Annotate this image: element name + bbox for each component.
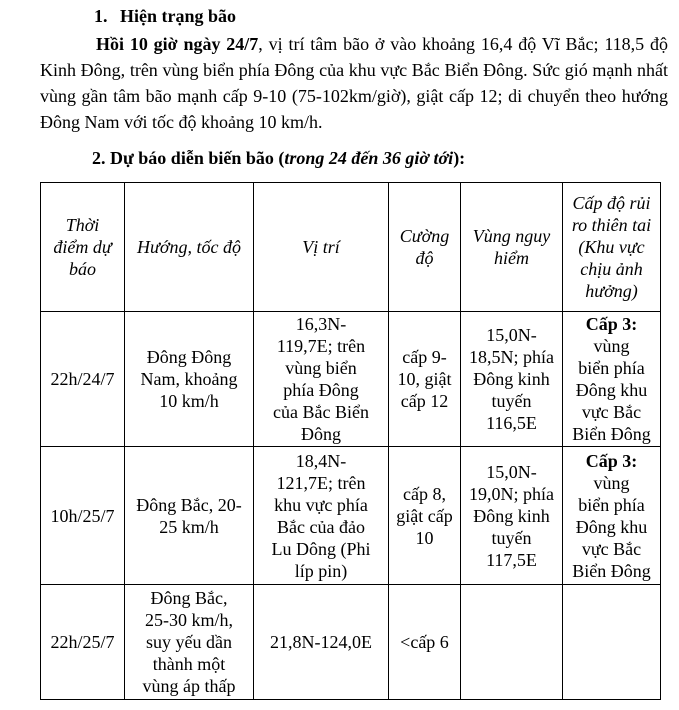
cell-risk-level (563, 312, 661, 447)
cell-time: 22h/25/7 (41, 585, 125, 700)
section-2-title-end: ): (453, 148, 466, 168)
header-direction: Hướng, tốc độ (125, 183, 254, 312)
header-intensity: Cường độ (389, 183, 461, 312)
cell-position: 18,4N- 121,7E; trên khu vực phía Bắc của đảo Lu Dông (Phi líp pin) (254, 447, 389, 585)
table-header-row (41, 183, 661, 312)
status-text: , vị trí tâm bão ở vào khoảng 16,4 độ Vĩ Bắc; 118,5 độ Kinh Đông, trên vùng biển phía Đông của khu vực Bắc Biển Đông. Sức gió mạnh nhất vùng gần tâm bão mạnh cấp 9-10 (75-102km/giờ), giật cấp 12; di chuyển theo hướng Đông Nam với tốc độ khoảng 10 km/h. (40, 34, 669, 132)
risk-area: vùng biển phía Đông khu vực Bắc Biển Đông (572, 472, 651, 581)
section-2-title: 2. Dự báo diễn biến bão ( (92, 148, 285, 168)
risk-level-label: Cấp 3: (585, 450, 638, 471)
cell-position: 16,3N- 119,7E; trên vùng biển phía Đông của Bắc Biển Đông (254, 312, 389, 447)
cell-risk-level (563, 585, 661, 700)
section-1-number: 1. (94, 6, 108, 26)
header-time: Thời điểm dự báo (41, 183, 125, 312)
cell-danger-zone (461, 585, 563, 700)
table-row (41, 585, 661, 700)
cell-intensity: <cấp 6 (389, 585, 461, 700)
header-danger-zone: Vùng nguy hiểm (461, 183, 563, 312)
cell-time: 22h/24/7 (41, 312, 125, 447)
header-position: Vị trí (254, 183, 389, 312)
cell-intensity: cấp 8, giật cấp 10 (389, 447, 461, 585)
cell-direction: Đông Bắc, 20- 25 km/h (125, 447, 254, 585)
section-1-heading (94, 5, 236, 27)
risk-level-label: Cấp 3: (585, 314, 638, 334)
header-risk-level: Cấp độ rủi ro thiên tai (Khu vực chịu ảnh hưởng) (563, 183, 661, 312)
table-row (41, 447, 661, 585)
cell-position: 21,8N-124,0E (254, 585, 389, 700)
cell-risk-level (563, 447, 661, 585)
cell-time: 10h/25/7 (41, 447, 125, 585)
forecast-table (40, 182, 661, 700)
section-2-subtitle: trong 24 đến 36 giờ tới (284, 148, 454, 168)
report-time: Hồi 10 giờ ngày 24/7 (96, 34, 259, 54)
cell-direction: Đông Bắc, 25-30 km/h, suy yếu dần thành một vùng áp thấp (125, 585, 254, 700)
risk-area: vùng biển phía Đông khu vực Bắc Biển Đông (572, 336, 651, 444)
cell-intensity: cấp 9- 10, giật cấp 12 (389, 312, 461, 447)
cell-danger-zone: 15,0N- 19,0N; phía Đông kinh tuyến 117,5E (461, 447, 563, 585)
section-1-title: Hiện trạng bão (120, 6, 237, 26)
section-2-heading (92, 147, 465, 169)
cell-danger-zone: 15,0N- 18,5N; phía Đông kinh tuyến 116,5E (461, 312, 563, 447)
cell-direction: Đông Đông Nam, khoảng 10 km/h (125, 312, 254, 447)
table-row (41, 312, 661, 447)
current-status-paragraph (40, 31, 668, 135)
